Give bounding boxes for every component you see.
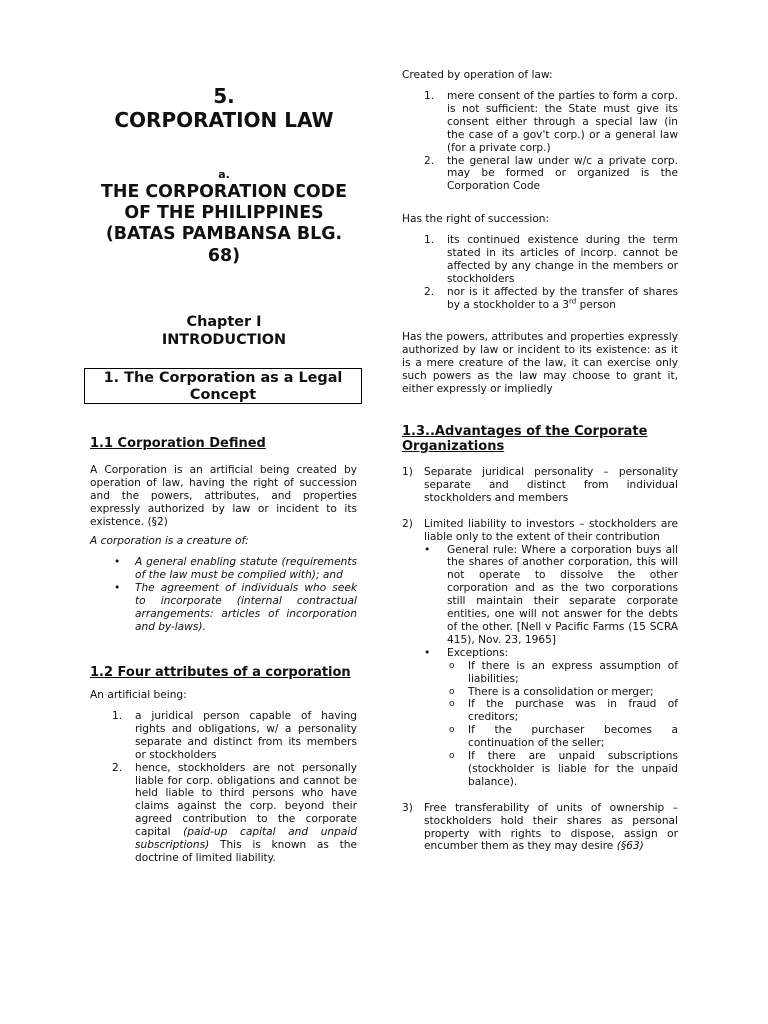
creature-intro: A corporation is a creature of:	[90, 535, 249, 547]
list-item-text: The agreement of individuals who seek to incorporate (internal contractual arrangements: articles of incorporation and by-laws).	[135, 581, 357, 633]
list-item-text: its continued existence during the term stated in its articles of incorp. cannot be affected by any change in the members or stockholders	[447, 234, 678, 285]
italic-note: (paid-up capital and unpaid subscriptions)	[135, 826, 358, 852]
liability-sublist	[424, 544, 678, 789]
list-item-text: person	[576, 298, 616, 311]
list-item	[447, 660, 678, 686]
chapter-title: INTRODUCTION	[161, 332, 287, 348]
list-item-text: If there are unpaid subscriptions (stockholder is liable for the unpaid balance).	[468, 750, 678, 788]
list-number: 2.	[424, 285, 435, 298]
operation-of-law-list	[402, 90, 678, 193]
list-item	[402, 518, 678, 789]
list-item	[447, 724, 678, 750]
heading-corporation-defined: 1.1 Corporation Defined	[90, 436, 266, 451]
list-item-text: hence, stockholders are not personally liable for corp. obligations and cannot be held liable to third persons who have claims against the corp. beyond their agreed contribution to the corporate capital	[135, 761, 357, 839]
list-item	[402, 155, 678, 194]
list-item-text: Exceptions:	[447, 646, 509, 659]
list-number: 2.	[424, 154, 435, 167]
bullet-icon: •	[114, 581, 121, 594]
list-item-text: A general enabling statute (requirements of the law must be complied with); and	[135, 556, 357, 581]
list-number: 1)	[402, 466, 413, 478]
italic-note: (§63)	[616, 840, 644, 853]
list-number: 2)	[402, 517, 413, 530]
list-item-text: If the purchase was in fraud of creditors;	[468, 698, 678, 724]
list-item-text: the general law under w/c a private corp. may be formed or organized is the Corporation Code	[447, 154, 678, 193]
bullet-icon: •	[424, 646, 431, 659]
sub-letter: a.	[218, 168, 230, 181]
definition-paragraph: A Corporation is an artificial being created by operation of law, having the right of succession and the powers, attributes, and properties expressly authorized by law or incident to its existence. (§2)	[90, 464, 357, 528]
list-item-text: Free transferability of units of ownership – stockholders hold their shares as personal property with rights to dispose, assign or encumber them as they may desire	[424, 801, 678, 853]
boxed-section-heading: 1. The Corporation as a Legal Concept	[84, 368, 362, 404]
chapter-label: Chapter I	[186, 314, 262, 330]
list-item-text: a juridical person capable of having rights and obligations, w/ a personality separate and distinct from its members or stockholders	[135, 710, 357, 761]
chapter-heading	[90, 313, 358, 349]
list-item	[424, 544, 678, 647]
operation-of-law-intro: Created by operation of law:	[402, 69, 553, 81]
heading-four-attributes: 1.2 Four attributes of a corporation	[90, 665, 351, 680]
exceptions-list	[447, 660, 678, 789]
bullet-icon: •	[424, 543, 431, 556]
list-item	[402, 90, 678, 155]
list-item-text: nor is it affected by the transfer of shares by a stockholder to a 3	[447, 285, 678, 311]
circle-bullet-icon: o	[449, 699, 455, 710]
list-number: 2.	[112, 761, 123, 774]
list-item-text: Limited liability to investors – stockholders are liable only to the extent of their contribution	[424, 517, 678, 543]
list-number: 3)	[402, 801, 413, 814]
list-item	[424, 647, 678, 789]
list-item	[90, 556, 357, 582]
code-title: THE CORPORATION CODE OF THE PHILIPPINES (BATAS PAMBANSA BLG. 68)	[101, 182, 347, 266]
list-item-text: There is a consolidation or merger;	[468, 685, 654, 698]
superscript: rd	[569, 297, 577, 305]
circle-bullet-icon: o	[449, 725, 455, 736]
creature-list	[90, 556, 357, 633]
list-item	[447, 686, 678, 699]
list-item	[402, 286, 678, 312]
list-item	[402, 802, 678, 854]
circle-bullet-icon: o	[449, 686, 455, 697]
list-item-text: mere consent of the parties to form a corp. is not sufficient: the State must give its consent either through a special law (in the case of a gov't corp.) or a general law (for a private corp.)	[447, 90, 678, 154]
succession-list	[402, 234, 678, 311]
list-item-text: This is known as the doctrine of limited liability.	[135, 839, 357, 864]
list-item-text: If there is an express assumption of liabilities;	[468, 659, 678, 685]
list-item	[90, 582, 357, 634]
heading-advantages: 1.3..Advantages of the Corporate Organizations	[402, 424, 648, 454]
list-number: 1.	[424, 234, 435, 246]
list-item-text: General rule: Where a corporation buys all the shares of another corporation, this will not operate to dissolve the other corporation and as the two corporations still maintain their separate corporate entities, one will not answer for the debts of the other. [Nell v Pacific Farms (15 SCRA 415), Nov. 23, 1965]	[447, 543, 678, 646]
list-number: 1.	[424, 90, 435, 102]
powers-paragraph: Has the powers, attributes and properties expressly authorized by law or incident to its existence: as it is a mere creature of the law, it can exercise only such powers as the law may choose to grant it, either expressly or impliedly	[402, 331, 678, 395]
bullet-icon: •	[114, 556, 121, 568]
list-item-text: Separate juridical personality – personality separate and distinct from individual stockholders and members	[424, 466, 678, 504]
succession-intro: Has the right of succession:	[402, 213, 550, 225]
attributes-intro: An artificial being:	[90, 689, 187, 701]
list-item	[447, 750, 678, 789]
list-item-text: If the purchaser becomes a continuation of the seller;	[468, 724, 678, 750]
list-item	[447, 698, 678, 724]
list-number: 1.	[112, 710, 123, 722]
page-title: CORPORATION LAW	[114, 108, 334, 132]
circle-bullet-icon: o	[449, 751, 455, 762]
list-item	[90, 762, 357, 865]
list-item	[402, 234, 678, 286]
list-item	[402, 466, 678, 505]
list-item	[90, 710, 357, 762]
advantages-list	[402, 466, 678, 853]
attributes-list	[90, 710, 357, 865]
section-number: 5.	[213, 84, 235, 108]
circle-bullet-icon: o	[449, 660, 455, 671]
